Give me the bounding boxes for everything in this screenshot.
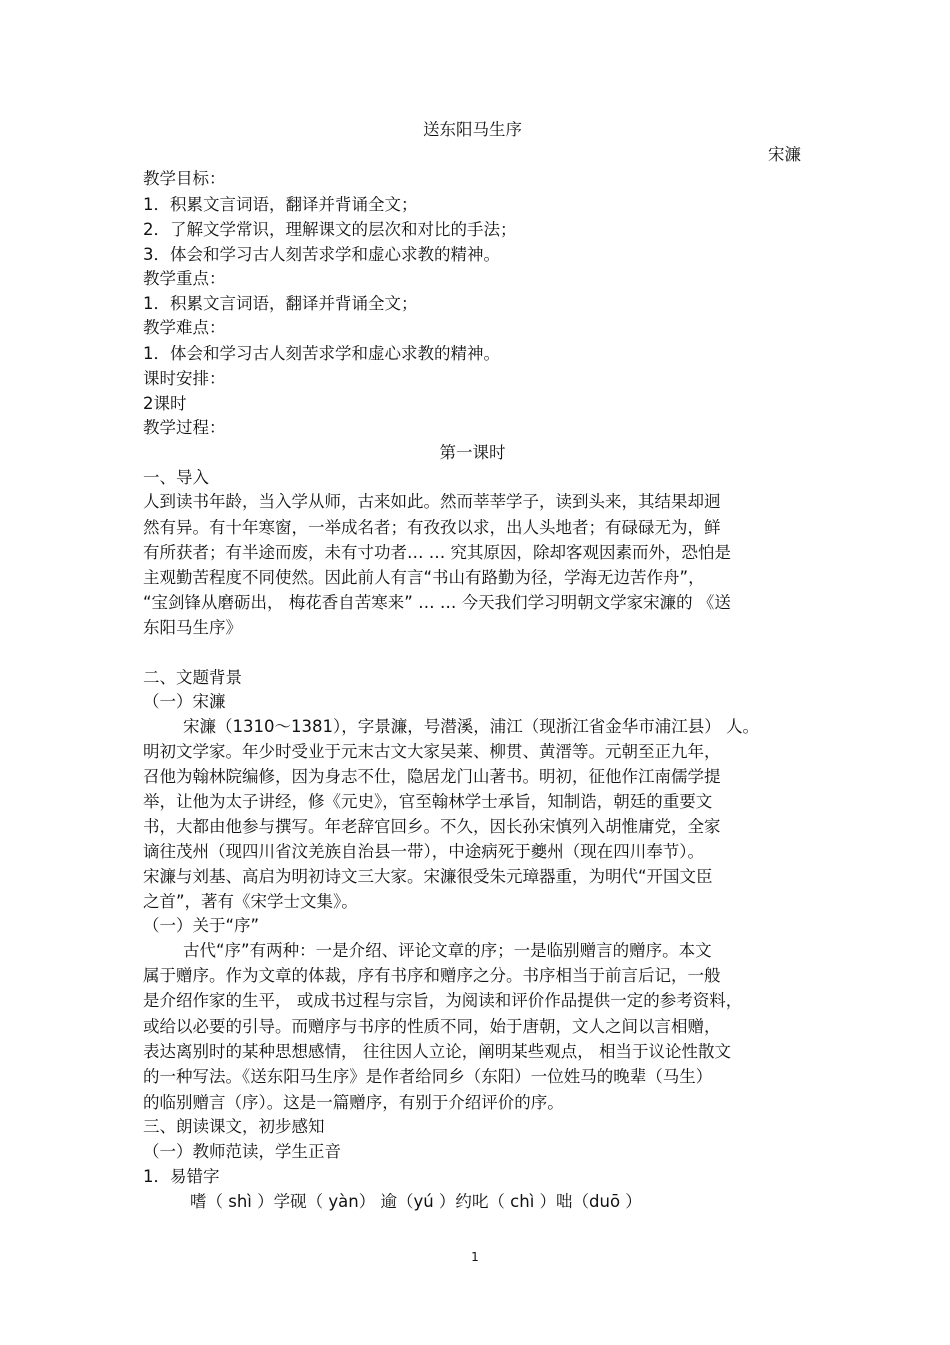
intro-paragraph-line: 主观勤苦程度不同使然。因此前人有言“书山有路勤为径，学海无边苦作舟”，	[143, 568, 705, 587]
heading-key-points: 教学重点：	[143, 269, 226, 288]
preface-paragraph-line: 或给以必要的引导。而赠序与书序的性质不同，始于唐朝，文人之间以言相赠，	[143, 1017, 721, 1036]
preface-paragraph-line: 古代“序”有两种：一是介绍、评论文章的序；一是临别赠言的赠序。本文	[183, 941, 712, 960]
preface-paragraph-line: 表达离别时的某种思想感情， 往往因人立论，阐明某些观点， 相当于议论性散文	[143, 1042, 731, 1061]
preface-paragraph-line: 的临别赠言（序）。这是一篇赠序，有别于介绍评价的序。	[143, 1093, 564, 1112]
schedule-value: 2课时	[143, 394, 187, 413]
section-reading-heading: 三、朗读课文，初步感知	[143, 1117, 325, 1136]
key-point-item-1: 1．积累文言词语，翻译并背诵全文；	[143, 294, 418, 313]
songlian-paragraph-line: 明初文学家。年少时受业于元末古文大家吴莱、柳贯、黄溍等。元朝至正九年，	[143, 742, 721, 761]
subsection-preface-heading: （一）关于“序”	[143, 916, 260, 935]
section-intro-heading: 一、导入	[143, 468, 209, 487]
songlian-paragraph-line: 之首”，著有《宋学士文集》。	[143, 892, 358, 911]
easy-wrong-chars-heading: 1．易错字	[143, 1167, 220, 1186]
preface-paragraph-line: 属于赠序。作为文章的体裁，序有书序和赠序之分。书序相当于前言后记，一般	[143, 966, 721, 985]
intro-paragraph-line: 东阳马生序》	[143, 618, 242, 637]
songlian-paragraph-line: 书，大都由他参与撰写。年老辞官回乡。不久，因长孙宋慎列入胡惟庸党，全家	[143, 817, 721, 836]
songlian-paragraph-line: 召他为翰林院编修，因为身志不仕，隐居龙门山著书。明初，征他作江南儒学提	[143, 767, 721, 786]
heading-process: 教学过程：	[143, 418, 226, 437]
heading-teaching-goals: 教学目标：	[143, 169, 226, 188]
songlian-paragraph-line: 举，让他为太子讲经，修《元史》，官至翰林学士承旨，知制诰，朝廷的重要文	[143, 792, 713, 811]
songlian-paragraph-line: 宋濂与刘基、高启为明初诗文三大家。宋濂很受朱元璋器重，为明代“开国文臣	[143, 867, 713, 886]
reading-subheading: （一）教师范读，学生正音	[143, 1142, 341, 1161]
intro-paragraph-line: 有所获者；有半途而废，未有寸功者… … 究其原因，除却客观因素而外，恐怕是	[143, 543, 731, 562]
songlian-paragraph-line: 宋濂（1310～1381），字景濂，号潜溪，浦江（现浙江省金华市浦江县） 人。	[183, 717, 759, 736]
preface-paragraph-line: 是介绍作家的生平， 或成书过程与宗旨，为阅读和评价作品提供一定的参考资料，	[143, 991, 743, 1010]
intro-paragraph-line: 然有异。有十年寒窗，一举成名者；有孜孜以求，出人头地者；有碌碌无为，鲜	[143, 518, 721, 537]
lesson-title: 第一课时	[439, 443, 506, 462]
document-author: 宋濂	[768, 145, 801, 164]
intro-paragraph-line: 人到读书年龄，当入学从师，古来如此。然而莘莘学子，读到头来，其结果却迥	[143, 492, 721, 511]
songlian-paragraph-line: 谪往茂州（现四川省汶羌族自治县一带），中途病死于夔州（现在四川奉节）。	[143, 842, 704, 861]
goal-item-2: 2．了解文学常识，理解课文的层次和对比的手法；	[143, 220, 517, 239]
preface-paragraph-line: 的一种写法。《送东阳马生序》是作者给同乡（东阳）一位姓马的晚辈（马生）	[143, 1067, 713, 1086]
difficulty-item-1: 1．体会和学习古人刻苦求学和虚心求教的精神。	[143, 344, 500, 363]
heading-difficulties: 教学难点：	[143, 318, 226, 337]
heading-schedule: 课时安排：	[143, 369, 226, 388]
document-title: 送东阳马生序	[423, 120, 522, 139]
section-background-heading: 二、文题背景	[143, 668, 242, 687]
intro-paragraph-line: “宝剑锋从磨砺出， 梅花香自苦寒来” … … 今天我们学习明朝文学家宋濂的 《送	[143, 593, 731, 612]
page-number: 1	[471, 1250, 479, 1264]
goal-item-3: 3．体会和学习古人刻苦求学和虚心求教的精神。	[143, 245, 500, 264]
goal-item-1: 1．积累文言词语，翻译并背诵全文；	[143, 195, 418, 214]
subsection-songlian-heading: （一）宋濂	[143, 692, 226, 711]
easy-wrong-chars-list: 嗜（ shì ）学砚（ yàn） 逾（yú ）约叱（ chì ）咄（duō ）	[190, 1192, 642, 1211]
